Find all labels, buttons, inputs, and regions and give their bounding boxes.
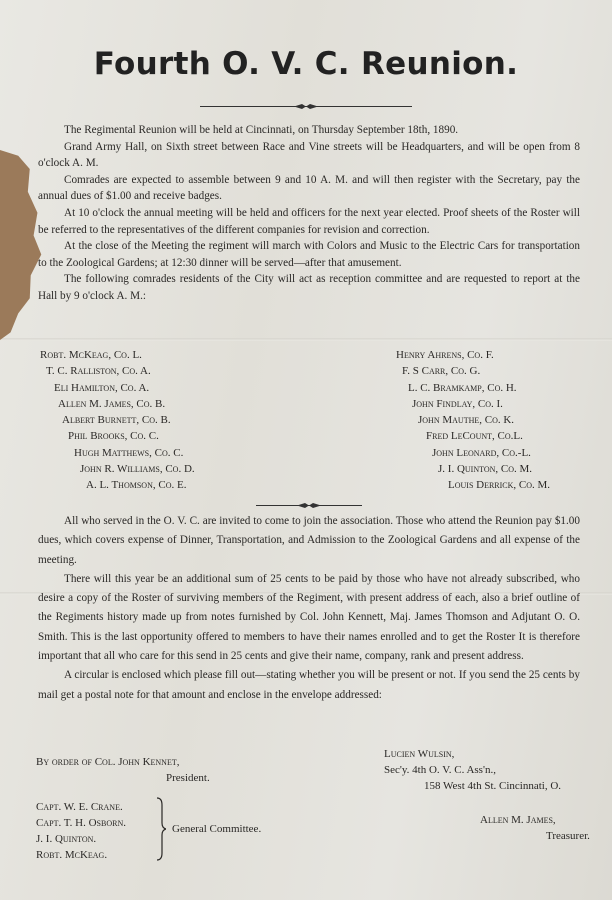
paragraph: At the close of the Meeting the regiment will march with Colors and Music to the Electric Cars for transportation to the Zoological Gardens; at 12:30 dinner will be served—after that amusement. <box>38 240 580 269</box>
list-item: Allen M. James, Co. B. <box>58 397 166 410</box>
paragraph: Comrades are expected to assemble between 9 and 10 A. M. and will then register with the Secretary, pay the annual dues of $1.00 and receive badges. <box>38 173 580 203</box>
list-item: John R. Williams, Co. D. <box>80 463 195 476</box>
ornament-icon <box>297 502 321 509</box>
secretary-title: Sec'y. 4th O. V. C. Ass'n., <box>384 764 496 776</box>
list-item: F. S Carr, Co. G. <box>402 365 481 378</box>
paragraph: All who served in the O. V. C. are invited to come to join the association. Those who attend the Reunion pay $1.00 dues, which covers expense of Dinner, Transportation, and Admission to the Zoological Gardens and all expense of the meeting. <box>38 515 580 566</box>
order-signature <box>36 754 210 786</box>
paragraph: Grand Army Hall, on Sixth street between Race and Vine streets will be Headquarters, and will be open from 8 o'clock A. M. <box>38 140 580 170</box>
list-item: John Mauthe, Co. K. <box>418 414 515 427</box>
treasurer-title: Treasurer. <box>546 830 590 842</box>
treasurer-signature <box>480 812 590 844</box>
list-item: Hugh Matthews, Co. C. <box>74 446 184 459</box>
list-item: Fred LeCount, Co.L. <box>426 430 523 443</box>
list-item: Robt. McKeag. <box>36 849 108 861</box>
list-item: Capt. T. H. Osborn. <box>36 817 126 829</box>
committee-list-left <box>40 347 195 494</box>
intro-text <box>38 122 580 305</box>
title-rule <box>200 106 412 107</box>
list-item: J. I. Quinton. <box>36 833 97 845</box>
brace-icon <box>156 797 166 861</box>
list-item: A. L. Thomson, Co. E. <box>86 479 187 492</box>
secretary-name: Lucien Wulsin, <box>384 748 455 760</box>
list-item: L. C. Bramkamp, Co. H. <box>408 381 517 394</box>
paragraph: The Regimental Reunion will be held at Cincinnati, on Thursday September 18th, 1890. <box>64 124 459 136</box>
order-line: By order of Col. John Kennet, <box>36 756 180 768</box>
treasurer-name: Allen M. James, <box>480 814 556 826</box>
list-item: Capt. W. E. Crane. <box>36 801 123 813</box>
list-item: Louis Derrick, Co. M. <box>448 479 551 492</box>
list-item: Robt. McKeag, Co. L. <box>40 349 142 361</box>
president-title: President. <box>166 772 210 784</box>
committee-list-right <box>396 347 550 494</box>
paragraph: The following comrades residents of the City will act as reception committee and are requested to report at the Hall by 9 o'clock A. M.: <box>38 273 580 302</box>
list-item: Henry Ahrens, Co. F. <box>396 349 494 361</box>
list-item: Eli Hamilton, Co. A. <box>54 381 150 394</box>
paper-fold <box>0 338 612 341</box>
paragraph: There will this year be an additional sum of 25 cents to be paid by those who have not already subscribed, who desire a copy of the Roster of surviving members of the Regiment, with present address of each, also a brief outline of the Regiments history made up from notes furnished by Col. John Kennett, Maj. James Thomson and Adjutant O. O. Smith. This is the last opportunity offered to members to have their names enrolled and to get the Roster It is therefore important that all who care for this send in 25 cents and give their name, company, rank and present address. <box>38 572 580 663</box>
secretary-address: 158 West 4th St. Cincinnati, O. <box>424 780 562 792</box>
document-title: Fourth O. V. C. Reunion. <box>93 46 519 82</box>
general-committee-label: General Committee. <box>172 823 262 835</box>
paragraph: A circular is enclosed which please fill out—stating whether you will be present or not. If you send the 25 cents by mail get a postal note for that amount and enclose in the envelope addressed: <box>38 669 580 701</box>
general-committee-list <box>36 799 126 863</box>
section-rule <box>256 505 362 506</box>
body-text <box>38 512 580 705</box>
list-item: Albert Burnett, Co. B. <box>62 414 171 427</box>
ornament-icon <box>294 103 318 110</box>
list-item: Phil Brooks, Co. C. <box>68 430 159 443</box>
list-item: John Leonard, Co.-L. <box>432 446 531 459</box>
paragraph: At 10 o'clock the annual meeting will be held and officers for the next year elected. Proof sheets of the Roster will be referred to the representatives of the different companies for revision and correction. <box>38 206 580 236</box>
list-item: T. C. Ralliston, Co. A. <box>46 365 151 378</box>
list-item: J. I. Quinton, Co. M. <box>438 463 533 476</box>
secretary-signature <box>384 746 561 794</box>
list-item: John Findlay, Co. I. <box>412 397 503 410</box>
